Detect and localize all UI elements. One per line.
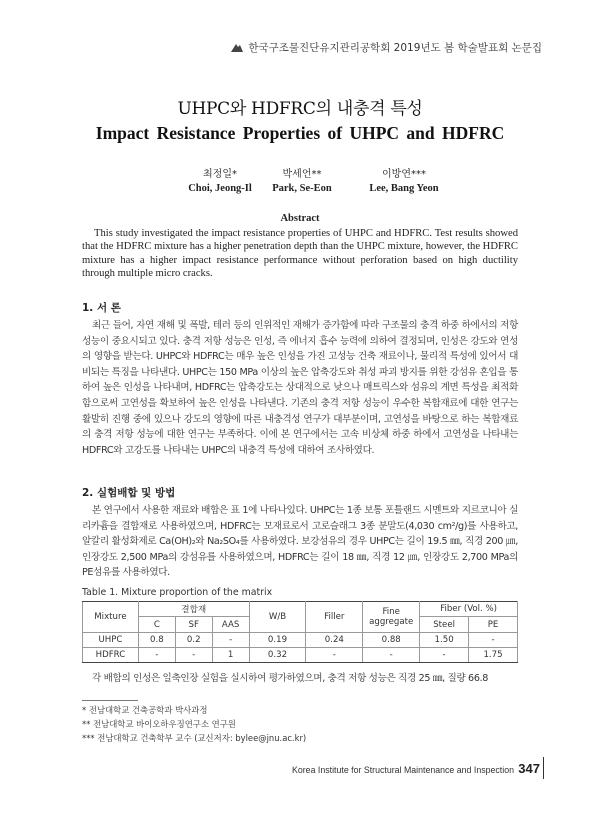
footnote-2: ** 전남대학교 바이오하우징연구소 연구원	[82, 719, 236, 729]
author-name-english: Lee, Bang Yeon	[369, 183, 439, 194]
col-header-steel: Steel	[420, 617, 469, 633]
footnote-1: * 전남대학교 건축공학과 박사과정	[82, 705, 208, 715]
paper-title-korean: UHPC와 HDFRC의 내충격 특성	[177, 99, 423, 119]
col-header-binder: 결합재	[138, 602, 249, 617]
table-row	[83, 648, 518, 663]
cell-sf: -	[175, 648, 212, 663]
abstract-text: This study investigated the impact resistance properties of UHPC and HDFRC. Test results showed that the HDFRC mixture has a higher penetration depth than the UHPC mixture, however, the HDFRC mixture has a higher impact resistance performance without perforation based on high ductility through multiple micro cracks.	[82, 228, 518, 280]
cell-aas: 1	[212, 648, 249, 663]
footer-institute: Korea Institute for Structural Maintenance and Inspection	[291, 765, 514, 775]
cell-aas: -	[212, 633, 249, 648]
mixture-table	[82, 601, 518, 663]
col-header-mixture: Mixture	[83, 602, 139, 633]
cell-sf: 0.2	[175, 633, 212, 648]
cell-pe: 1.75	[469, 648, 518, 663]
col-header-filler: Filler	[306, 602, 363, 633]
footnote-divider	[82, 700, 138, 701]
col-header-fine-aggregate: Fine aggregate	[363, 602, 420, 633]
author-name-english: Park, Se-Eon	[272, 183, 332, 194]
page-number: 347	[518, 761, 540, 776]
col-header-wb: W/B	[249, 602, 306, 633]
cell-fine-aggregate: -	[363, 648, 420, 663]
author-name-korean: 최정일*	[203, 169, 237, 180]
cell-c: -	[138, 648, 175, 663]
cell-wb: 0.19	[249, 633, 306, 648]
journal-header	[230, 40, 542, 55]
author-3	[334, 165, 474, 194]
cell-mixture: HDFRC	[83, 648, 139, 663]
journal-header-text: 한국구조물진단유지관리공학회 2019년도 봄 학술발표회 논문집	[248, 42, 542, 54]
journal-logo-icon	[230, 42, 244, 53]
cell-pe: -	[469, 633, 518, 648]
col-header-c: C	[138, 617, 175, 633]
section-2-body: 본 연구에서 사용한 재료와 배합은 표 1에 나타나있다. UHPC는 1종 보통 포틀랜드 시멘트와 지르코니아 실리카흄을 결합재로 사용하였으며, HDFRC는 모재료로서 고로슬래그 3종 분말도(4,030 cm²/g)를 사용하고, 알칼리 활성화제로 Ca(OH)₂와 Na₂SO₄를 사용하였다. 보강섬유의 경우 UHPC는 길이 19.5 ㎜, 직경 200 ㎛, 인장강도 2,500 MPa의 강섬유를 사용하였으며, HDFRC는 길이 18 ㎜, 직경 12 ㎛, 인장강도 2,700 MPa의 PE섬유를 사용하였다.	[82, 505, 518, 579]
col-header-pe: PE	[469, 617, 518, 633]
page-number-divider	[543, 757, 544, 779]
cell-filler: 0.24	[306, 633, 363, 648]
footnotes	[82, 703, 306, 745]
col-header-fiber: Fiber (Vol. %)	[420, 602, 518, 617]
author-name-korean: 이방연***	[382, 169, 426, 180]
col-header-aas: AAS	[212, 617, 249, 633]
cell-filler: -	[306, 648, 363, 663]
author-name-english: Choi, Jeong-Il	[188, 183, 252, 194]
footnote-3: *** 전남대학교 건축학부 교수 (교신저자: bylee@jnu.ac.kr)	[82, 733, 307, 743]
cell-steel: -	[420, 648, 469, 663]
author-name-korean: 박세언**	[282, 169, 322, 180]
cell-wb: 0.32	[249, 648, 306, 663]
cell-mixture: UHPC	[83, 633, 139, 648]
section-1-body: 최근 들어, 자연 재해 및 폭발, 테러 등의 인위적인 재해가 증가함에 따라 구조물의 충격 하중 하에서의 저항 성능이 중요시되고 있다. 충격 저항 성능은 인성, 즉 에너지 흡수 능력에 의하여 결정되며, 인성은 강도와 연성의 영향을 받는다. UHPC와 HDFRC는 매우 높은 인성을 가진 고성능 건축 재료이나, 물리적 특성에 있어서 대비되는 특징을 나타낸다. UHPC는 150 MPa 이상의 높은 압축강도와 취성 파괴 방지를 위한 강섬유 혼입을 통하여 높은 인성을 나타내며, HDFRC는 압축강도는 상대적으로 낮으나 매트릭스와 섬유의 계면 특성을 최적화함으로써 고연성을 확보하여 높은 인성을 나타낸다. 기존의 충격 저항 성능이 우수한 복합재료에 대한 연구는 활발히 진행 중에 있으나 강도의 영향에 따른 내충격성 연구가 대부분이며, 고연성을 바탕으로 하는 복합재료의 충격 저항 성능에 대한 연구는 부족하다. 이에 본 연구에서는 고속 비상체 하중 하에서 고연성을 나타내는 HDFRC와 고강도를 나타내는 UHPC의 내충격 특성에 대하여 조사하였다.	[82, 320, 518, 456]
cell-fine-aggregate: 0.88	[363, 633, 420, 648]
table-1-caption: Table 1. Mixture proportion of the matrix	[82, 587, 273, 598]
col-header-sf: SF	[175, 617, 212, 633]
section-2-title: 2. 실험배합 및 방법	[82, 487, 176, 499]
section-1-title: 1. 서 론	[82, 302, 121, 314]
cell-c: 0.8	[138, 633, 175, 648]
paper-title-english: Impact Resistance Properties of UHPC and HDFRC	[95, 123, 505, 143]
abstract-heading: Abstract	[280, 213, 320, 224]
table-row	[83, 633, 518, 648]
section-2-continuation: 각 배합의 인성은 일축인장 실험을 실시하여 평가하였으며, 충격 저항 성능은 직경 25 ㎜, 질량 66.8	[92, 673, 489, 684]
cell-steel: 1.50	[420, 633, 469, 648]
